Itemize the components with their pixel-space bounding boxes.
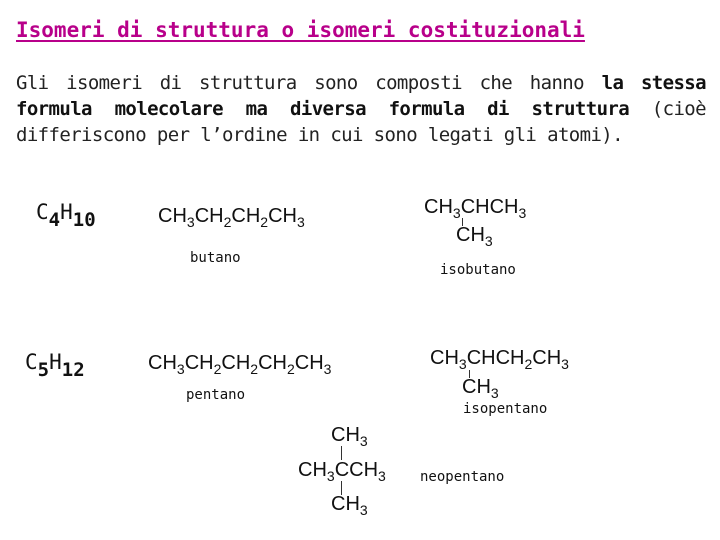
isobutane-structure: $CH_3CHCH_3$: [424, 196, 527, 221]
neopentane-bond-top: [341, 446, 342, 460]
formula-c4h10: $C_4H_{10}$: [36, 200, 96, 231]
slide-title: Isomeri di struttura o isomeri costituzionali: [16, 18, 585, 42]
paragraph-bold-text: la stessa formula molecolare ma diversa formula di struttura: [16, 72, 706, 120]
neopentane-top: $CH_3$: [331, 424, 368, 449]
paragraph-text-2: (cioè differiscono per l’ordine in cui sono legati gli atomi).: [16, 98, 706, 146]
butane-structure: $CH_3CH_2CH_2CH_3$: [158, 205, 305, 230]
neopentane-center: $CH_3CCH_3$: [298, 459, 386, 484]
definition-paragraph: [16, 70, 706, 148]
isopentane-name: isopentano: [463, 401, 548, 417]
neopentane-name: neopentano: [420, 469, 505, 485]
paragraph-text-1: Gli isomeri di struttura sono composti che hanno: [16, 72, 602, 94]
isobutane-name: isobutano: [440, 262, 516, 278]
formula-c5h12: $C_5H_{12}$: [25, 350, 85, 381]
neopentane-bottom: $CH_3$: [331, 493, 368, 518]
isopentane-branch: $CH_3$: [462, 376, 499, 401]
isobutane-branch: $CH_3$: [456, 224, 493, 249]
pentane-name: pentano: [186, 387, 246, 403]
isopentane-structure: $CH_3CHCH_2CH_3$: [430, 347, 569, 372]
pentane-structure: $CH_3CH_2CH_2CH_2CH_3$: [148, 352, 332, 377]
butane-name: butano: [190, 250, 241, 266]
